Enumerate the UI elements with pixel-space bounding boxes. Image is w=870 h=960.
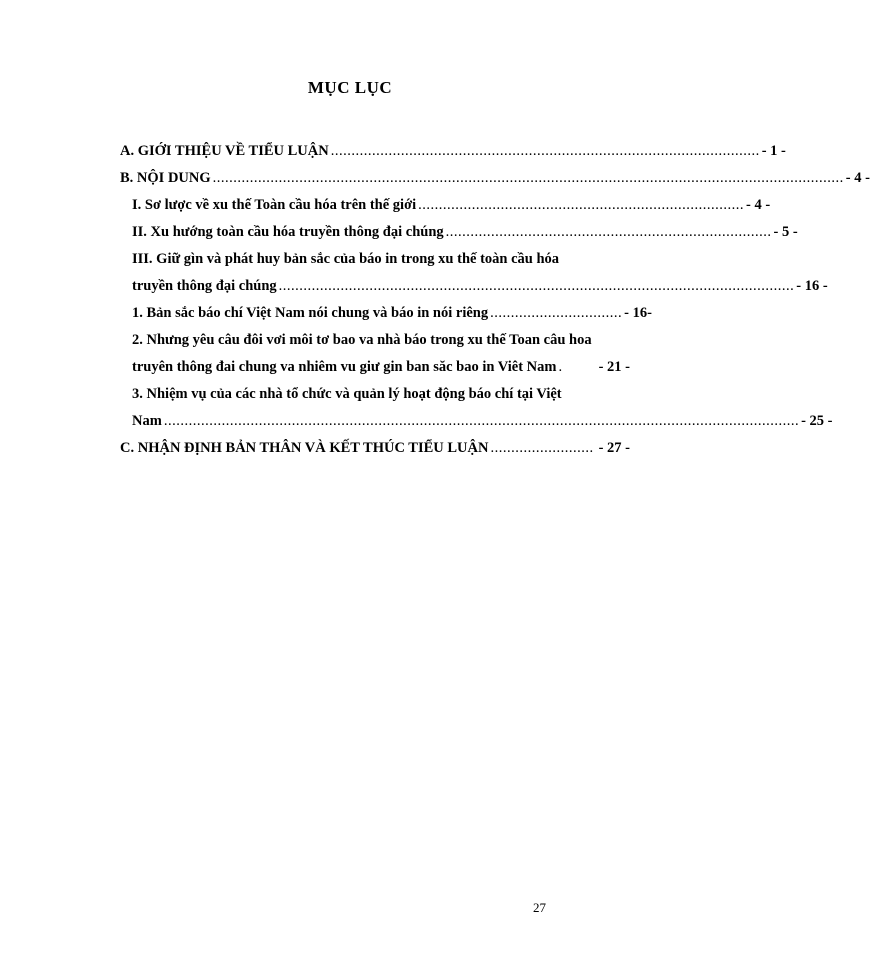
- toc-entry-page: - 4 -: [845, 170, 870, 186]
- toc-entry-label: Nam: [132, 413, 162, 429]
- toc-entry-page: - 1 -: [761, 143, 786, 159]
- leader-dots: ........................................................................................................: [330, 143, 760, 159]
- toc-entry-b-iii-3: [132, 411, 833, 431]
- toc-entry-b: [120, 168, 870, 188]
- page-number: 27: [533, 900, 546, 915]
- leader-dots: ..........................................................................................................................................................: [163, 413, 800, 429]
- toc-entry-b-iii-2: [132, 357, 630, 377]
- toc-entry-page: - 4 -: [746, 197, 771, 213]
- toc-entry-page: - 25 -: [801, 413, 833, 429]
- leader-dots: ...............................................................................: [418, 197, 745, 213]
- toc-entry-label: A. GIỚI THIỆU VỀ TIỂU LUẬN: [120, 143, 329, 159]
- toc-entry-page: - 21 -: [598, 359, 630, 375]
- toc-entry-page: - 16 -: [796, 278, 828, 294]
- toc-entry-page: - 5 -: [773, 224, 798, 240]
- page-title: MỤC LỤC: [307, 78, 393, 97]
- toc-entry-page: - 27 -: [598, 440, 630, 456]
- toc-entry-label: truyền thông đại chúng: [132, 278, 277, 294]
- leader-dots: ...............................................................................: [445, 224, 772, 240]
- toc-entry-label: truyên thông đai chung va nhiêm vu giư gin ban săc bao in Viêt Nam: [132, 359, 557, 375]
- toc-entry-label: C. NHẬN ĐỊNH BẢN THÂN VÀ KẾT THÚC TIỂU LUẬN: [120, 440, 489, 456]
- leader-dots: .: [558, 359, 563, 375]
- toc-entry-b-iii-1: [132, 303, 652, 323]
- leader-dots: .............................................................................................................................: [278, 278, 795, 294]
- toc-entry-b-i: [132, 195, 771, 215]
- leader-dots: ................................: [490, 305, 623, 321]
- leader-dots: .........................: [490, 440, 594, 456]
- toc-entry-a: [120, 141, 786, 161]
- toc-entry-b-ii: [132, 222, 798, 242]
- toc-entry-page: - 16-: [624, 305, 652, 321]
- toc-entry-b-iii-2-line1: 2. Nhưng yêu câu đôi vơi môi tơ bao va nhà báo trong xu thế Toan câu hoa: [132, 332, 592, 348]
- toc-entry-c: [120, 438, 630, 458]
- toc-entry-label: B. NỘI DUNG: [120, 170, 211, 186]
- leader-dots: .........................................................................................................................................................: [212, 170, 844, 186]
- toc-entry-b-iii-line1: III. Giữ gìn và phát huy bản sắc của báo in trong xu thế toàn cầu hóa: [132, 251, 560, 267]
- toc-entry-b-iii: [132, 276, 828, 296]
- toc-entry-label: II. Xu hướng toàn cầu hóa truyền thông đại chúng: [132, 224, 444, 240]
- toc-entry-label: I. Sơ lược về xu thế Toàn cầu hóa trên thế giới: [132, 197, 417, 213]
- toc-entry-b-iii-3-line1: 3. Nhiệm vụ của các nhà tổ chức và quản lý hoạt động báo chí tại Việt: [132, 386, 562, 402]
- toc-entry-label: 1. Bản sắc báo chí Việt Nam nói chung và báo in nói riêng: [132, 305, 489, 321]
